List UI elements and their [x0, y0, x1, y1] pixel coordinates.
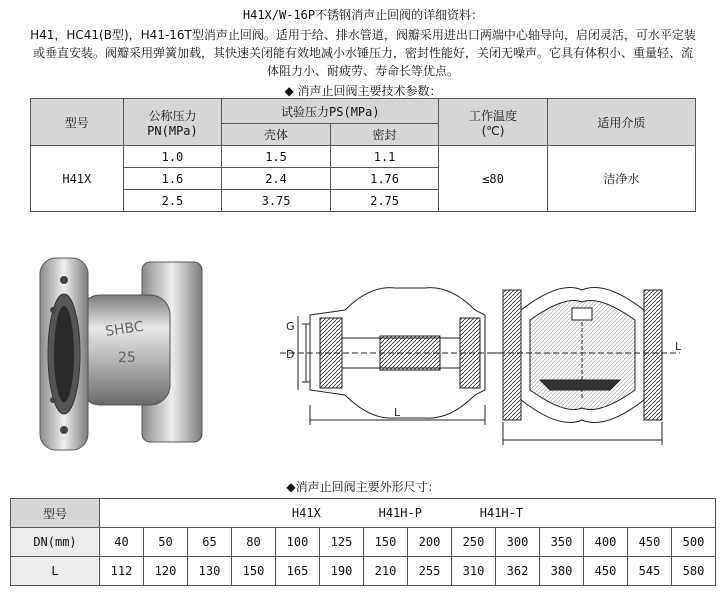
cell-dn: 100: [276, 528, 320, 557]
valve-body-size: 25: [118, 350, 136, 366]
cell-model: H41X: [31, 146, 124, 212]
l-row: [11, 557, 716, 586]
dimension-table: [10, 498, 716, 586]
cell-dn: 300: [496, 528, 540, 557]
cell-dn: 40: [100, 528, 144, 557]
header-shell: 壳体: [222, 124, 331, 146]
spec-heading: ◆ 消声止回阀主要技术参数：: [284, 84, 442, 98]
valve-body-marking: SHBC: [104, 318, 145, 340]
cell-l: 150: [232, 557, 276, 586]
cell-dn: 50: [144, 528, 188, 557]
cell-l: 190: [320, 557, 364, 586]
label-d: D: [286, 348, 295, 361]
cell-l: 545: [628, 557, 672, 586]
flanged-valve-drawing: [490, 288, 682, 446]
label-l-flanged: L: [675, 340, 682, 353]
header-test-pressure: 试验压力PS(MPa): [222, 99, 439, 124]
cell-dn: 450: [628, 528, 672, 557]
cell-l: 450: [584, 557, 628, 586]
cell-seal: 1.1: [330, 146, 439, 168]
dn-label: DN(mm): [11, 528, 100, 557]
cell-dn: 500: [672, 528, 716, 557]
header-medium: 适用介质: [547, 99, 695, 146]
cell-temp: ≤80: [439, 146, 547, 212]
cell-l: 112: [100, 557, 144, 586]
cell-l: 210: [364, 557, 408, 586]
valve-photo: [40, 258, 202, 450]
cell-shell: 2.4: [222, 168, 331, 190]
spec-table: [30, 98, 696, 212]
header-model: 型号: [31, 99, 124, 146]
threaded-valve-drawing: [280, 288, 500, 425]
dimension-heading: ◆消声止回阀主要外形尺寸：: [286, 480, 440, 494]
cell-l: 165: [276, 557, 320, 586]
cell-l: 362: [496, 557, 540, 586]
dn-row: [11, 528, 716, 557]
header-model: 型号: [11, 499, 100, 528]
cell-l: 310: [452, 557, 496, 586]
page-title: H41X/W-16P不锈钢消声止回阀的详细资料：: [242, 8, 484, 22]
cell-l: 120: [144, 557, 188, 586]
cell-l: 255: [408, 557, 452, 586]
cell-seal: 1.76: [330, 168, 439, 190]
header-seal: 密封: [330, 124, 439, 146]
cell-dn: 400: [584, 528, 628, 557]
label-l-threaded: L: [394, 406, 401, 419]
cell-dn: 200: [408, 528, 452, 557]
l-label: L: [11, 557, 100, 586]
cell-pn: 2.5: [123, 190, 222, 212]
header-model-list: H41X H41H-P H41H-T: [100, 499, 716, 528]
label-g: G: [286, 320, 295, 333]
cell-dn: 80: [232, 528, 276, 557]
cell-l: 580: [672, 557, 716, 586]
cell-dn: 125: [320, 528, 364, 557]
cell-dn: 65: [188, 528, 232, 557]
cell-l: 130: [188, 557, 232, 586]
cell-shell: 3.75: [222, 190, 331, 212]
cell-l: 380: [540, 557, 584, 586]
valve-illustrations: [20, 240, 706, 460]
cell-dn: 350: [540, 528, 584, 557]
cell-dn: 250: [452, 528, 496, 557]
cell-medium: 洁净水: [547, 146, 695, 212]
cell-seal: 2.75: [330, 190, 439, 212]
cell-pn: 1.0: [123, 146, 222, 168]
cell-pn: 1.6: [123, 168, 222, 190]
intro-paragraph: H41，HC41(B型)，H41-16T型消声止回阀。适用于给、排水管道，阀瓣采用进出口两端中心轴导向，启闭灵活，可水平定装或垂直安装。阀瓣采用弹簧加载，其快速关闭能有效地减小水锤压力，密封性能好，关闭无噪声。它具有体积小、重量轻、流体阻力小、耐疲劳、寿命长等优点。: [30, 28, 696, 78]
cell-shell: 1.5: [222, 146, 331, 168]
header-pn: 公称压力 PN(MPa): [123, 99, 222, 146]
header-temp: 工作温度 (℃): [439, 99, 547, 146]
cell-dn: 150: [364, 528, 408, 557]
